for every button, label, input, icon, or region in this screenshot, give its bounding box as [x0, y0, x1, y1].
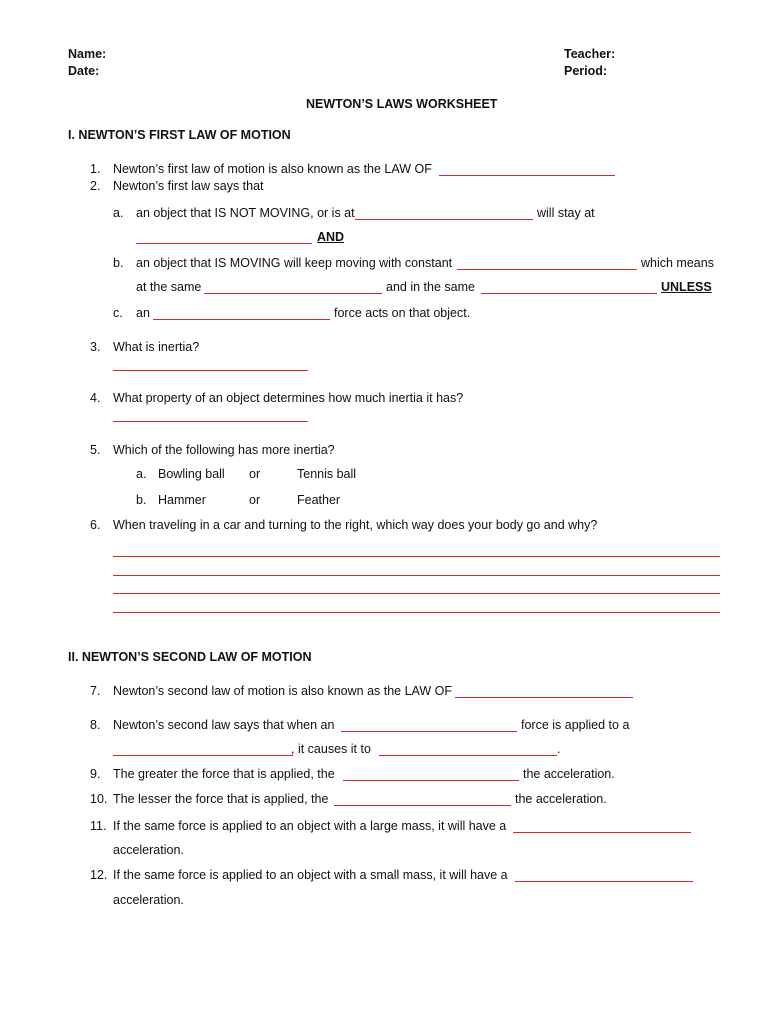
q5b-or: or [249, 493, 261, 507]
q2a-answer-blank-2[interactable] [136, 243, 312, 244]
section1-heading: I. NEWTON’S FIRST LAW OF MOTION [68, 128, 291, 142]
q5a-or: or [249, 467, 261, 481]
q4-number: 4. [90, 391, 101, 405]
q2b-answer-blank-3[interactable] [481, 293, 657, 294]
q9-answer-blank[interactable] [343, 780, 519, 781]
name-label: Name: [68, 47, 107, 61]
q12-number: 12. [90, 868, 108, 882]
q2a-answer-blank-1[interactable] [355, 219, 533, 220]
date-label: Date: [68, 64, 100, 78]
q6-answer-line-3[interactable] [113, 593, 720, 594]
q3-text: What is inertia? [113, 340, 200, 354]
q6-answer-line-4[interactable] [113, 612, 720, 613]
q2b-letter: b. [113, 256, 124, 270]
q9-tail: the acceleration. [523, 767, 615, 781]
q10-tail: the acceleration. [515, 792, 607, 806]
q5b-item2: Feather [297, 493, 341, 507]
q5-number: 5. [90, 443, 101, 457]
q2b-answer-blank-1[interactable] [457, 269, 637, 270]
q8-number: 8. [90, 718, 101, 732]
q7-text: Newton’s second law of motion is also known as the LAW OF [113, 684, 453, 698]
q3-number: 3. [90, 340, 101, 354]
q2b-line2-text: at the same [136, 280, 202, 294]
q2a-and-label: AND [317, 230, 345, 244]
q2b-unless-label: UNLESS [661, 280, 712, 294]
q12-text: If the same force is applied to an object with a small mass, it will have a [113, 868, 508, 882]
q5-text: Which of the following has more inertia? [113, 443, 335, 457]
q5b-item1: Hammer [158, 493, 206, 507]
q2a-text: an object that IS NOT MOVING, or is at [136, 206, 355, 220]
q12-answer-blank[interactable] [515, 881, 693, 882]
q11-text: If the same force is applied to an object with a large mass, it will have a [113, 819, 507, 833]
q6-answer-line-2[interactable] [113, 575, 720, 576]
q4-text: What property of an object determines how much inertia it has? [113, 391, 464, 405]
q2b-mid-text: and in the same [386, 280, 475, 294]
period-label: Period: [564, 64, 608, 78]
q9-text: The greater the force that is applied, the [113, 767, 335, 781]
q2c-tail: force acts on that object. [334, 306, 471, 320]
section2-heading: II. NEWTON’S SECOND LAW OF MOTION [68, 650, 312, 664]
q7-answer-blank[interactable] [455, 697, 633, 698]
q2b-text: an object that IS MOVING will keep moving with constant [136, 256, 453, 270]
q2b-answer-blank-2[interactable] [204, 293, 382, 294]
q11-answer-blank[interactable] [513, 832, 691, 833]
q8-end-period: . [557, 742, 561, 756]
q4-answer-blank[interactable] [113, 421, 308, 422]
q8-answer-blank-1[interactable] [341, 731, 517, 732]
worksheet-title: NEWTON’S LAWS WORKSHEET [306, 97, 498, 111]
q7-number: 7. [90, 684, 101, 698]
q12-line2: acceleration. [113, 893, 184, 907]
q6-text: When traveling in a car and turning to the right, which way does your body go and why? [113, 518, 598, 532]
q11-number: 11. [90, 819, 107, 833]
q2-number: 2. [90, 179, 101, 193]
q3-answer-blank[interactable] [113, 370, 308, 371]
q5a-item2: Tennis ball [297, 467, 357, 481]
q2a-tail: will stay at [537, 206, 595, 220]
q2a-letter: a. [113, 206, 124, 220]
q2c-answer-blank[interactable] [153, 319, 330, 320]
q1-number: 1. [90, 162, 101, 176]
q10-number: 10. [90, 792, 108, 806]
q10-answer-blank[interactable] [334, 805, 511, 806]
q1-answer-blank[interactable] [439, 175, 615, 176]
q8-answer-blank-3[interactable] [379, 755, 557, 756]
q8-tail: force is applied to a [521, 718, 630, 732]
q2c-text: an [136, 306, 150, 320]
q5a-letter: a. [136, 467, 147, 481]
q11-line2: acceleration. [113, 843, 184, 857]
q9-number: 9. [90, 767, 101, 781]
q6-number: 6. [90, 518, 101, 532]
q2-text: Newton’s first law says that [113, 179, 264, 193]
q8-text: Newton’s second law says that when an [113, 718, 335, 732]
q5a-item1: Bowling ball [158, 467, 225, 481]
q1-text: Newton’s first law of motion is also known as the LAW OF [113, 162, 432, 176]
q8-line2-text: , it causes it to [291, 742, 371, 756]
q10-text: The lesser the force that is applied, the [113, 792, 329, 806]
q2b-tail: which means [641, 256, 714, 270]
q8-answer-blank-2[interactable] [113, 755, 293, 756]
q5b-letter: b. [136, 493, 147, 507]
q2c-letter: c. [113, 306, 123, 320]
teacher-label: Teacher: [564, 47, 616, 61]
q6-answer-line-1[interactable] [113, 556, 720, 557]
